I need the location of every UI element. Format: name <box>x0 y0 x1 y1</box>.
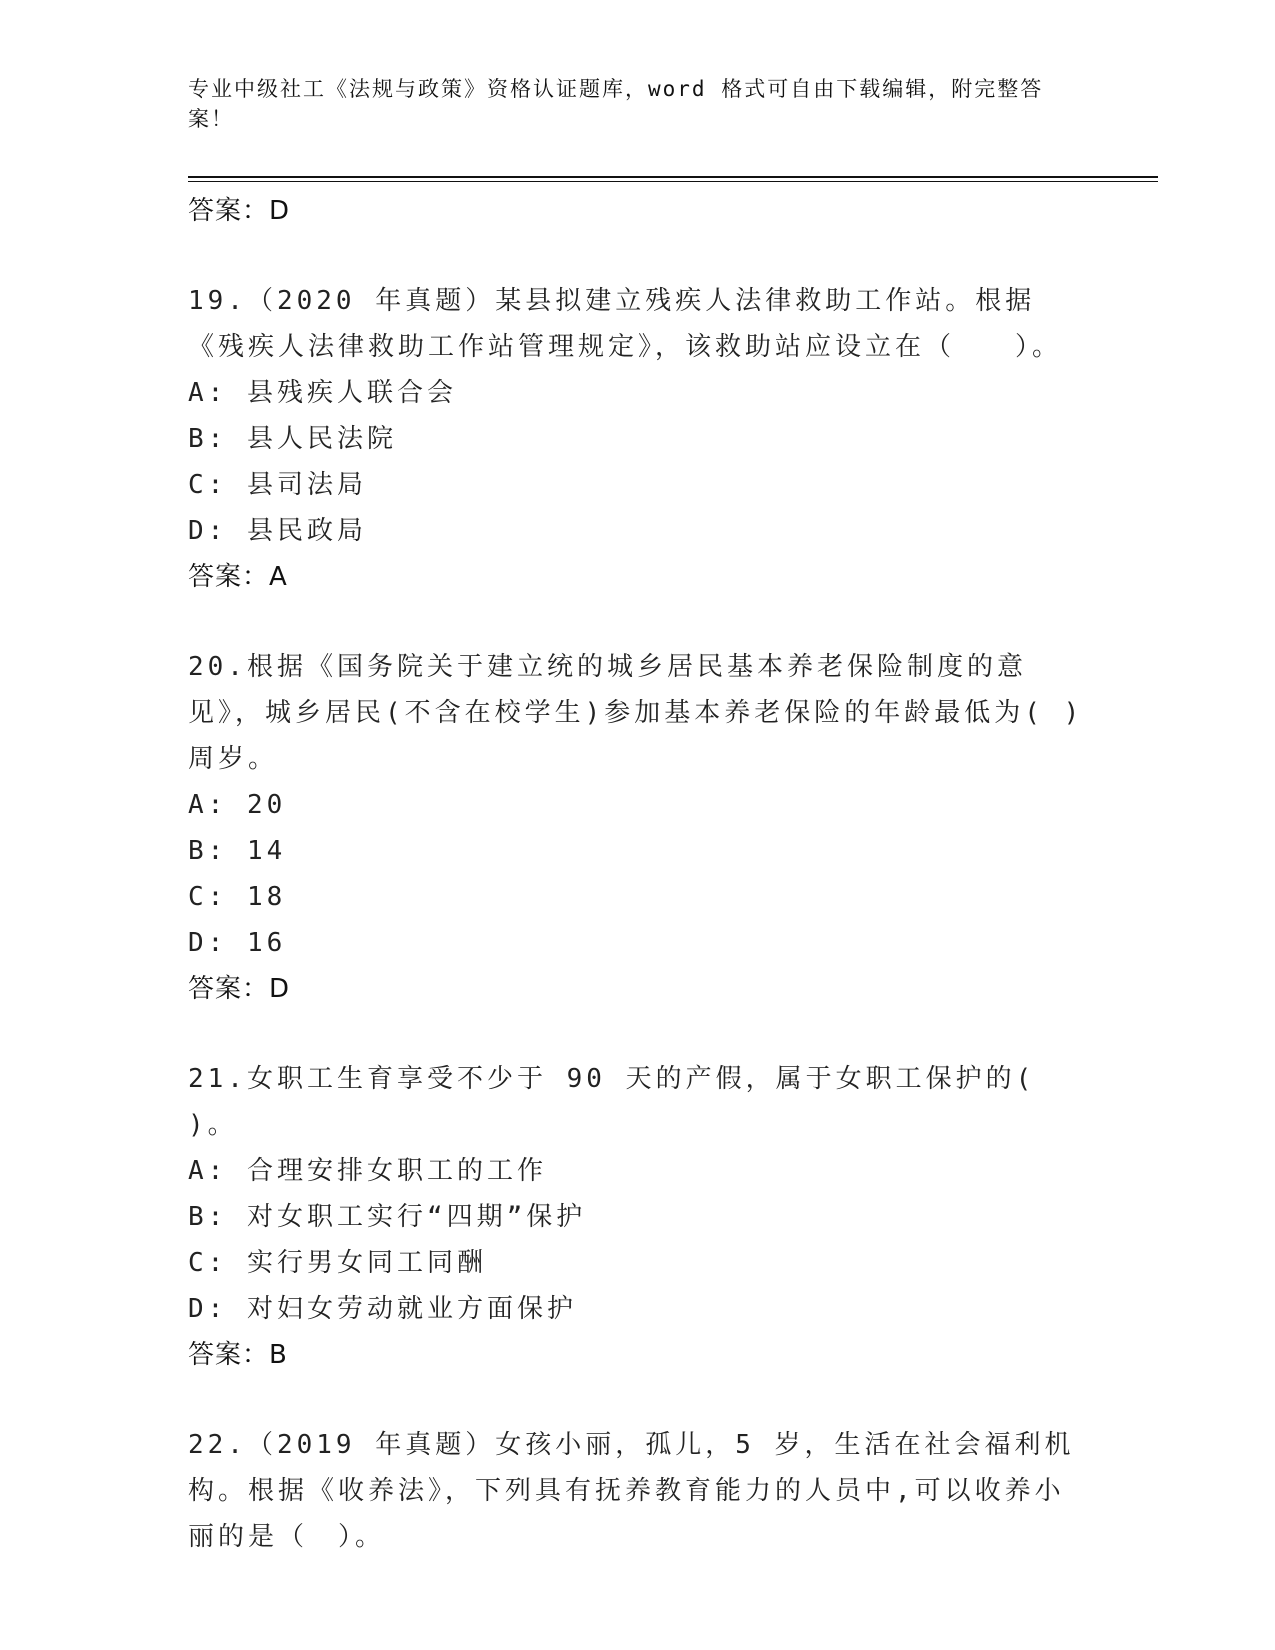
option-c: C: 18 <box>188 882 287 912</box>
question-text: 22.（2019 年真题）女孩小丽，孤儿，5 岁，生活在社会福利机构。根据《收养法》，下列具有抚养教育能力的人员中,可以收养小丽的是（ ）。 <box>188 1430 1075 1552</box>
option-b: B: 14 <box>188 836 287 866</box>
question-text: 19.（2020 年真题）某县拟建立残疾人法律救助工作站。根据《残疾人法律救助工作站管理规定》，该救助站应设立在（ ）。 <box>188 286 1063 362</box>
answer-line: 答案：D <box>188 974 291 1004</box>
option-d: D: 对妇女劳动就业方面保护 <box>188 1294 577 1324</box>
header-divider-thick <box>188 176 1158 178</box>
question-20 <box>188 644 1088 1012</box>
option-a: A: 20 <box>188 790 287 820</box>
option-d: D: 县民政局 <box>188 516 367 546</box>
answer-line: 答案：B <box>188 1340 288 1370</box>
option-a: A: 合理安排女职工的工作 <box>188 1156 547 1186</box>
question-text: 20.根据《国务院关于建立统的城乡居民基本养老保险制度的意见》，城乡居民(不含在校学生)参加基本养老保险的年龄最低为( ) 周岁。 <box>188 652 1084 774</box>
option-d: D: 16 <box>188 928 287 958</box>
document-content <box>188 188 1088 1560</box>
option-c: C: 实行男女同工同酬 <box>188 1248 487 1278</box>
page-header: 专业中级社工《法规与政策》资格认证题库，word 格式可自由下载编辑，附完整答案！ <box>188 77 1044 131</box>
question-text: 21.女职工生育享受不少于 90 天的产假，属于女职工保护的( )。 <box>188 1064 1036 1140</box>
option-b: B: 对女职工实行“四期”保护 <box>188 1202 587 1232</box>
option-b: B: 县人民法院 <box>188 424 397 454</box>
answer-line: 答案：A <box>188 562 288 592</box>
option-c: C: 县司法局 <box>188 470 367 500</box>
answer-line: 答案：D <box>188 196 291 226</box>
question-19 <box>188 278 1088 600</box>
header-divider-thin <box>188 181 1158 182</box>
option-a: A: 县残疾人联合会 <box>188 378 457 408</box>
question-21 <box>188 1056 1088 1378</box>
question-22 <box>188 1422 1088 1560</box>
